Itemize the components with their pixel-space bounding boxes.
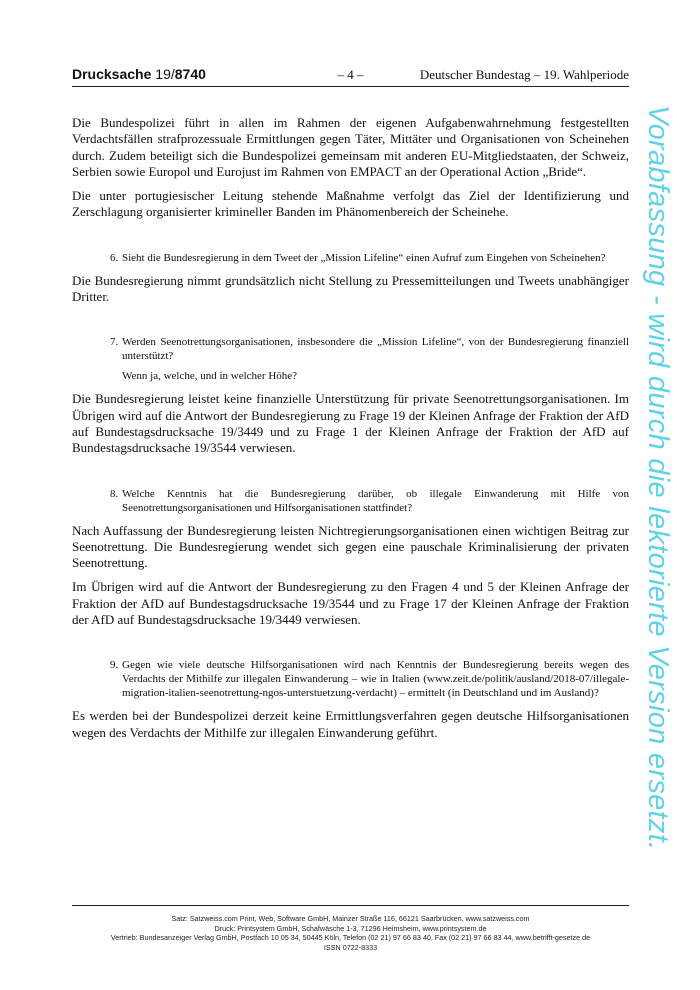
question-subtext: Wenn ja, welche, und in welcher Höhe? xyxy=(122,370,298,383)
answer-6: Die Bundesregierung nimmt grundsätzlich nicht Stellung zu Pressemitteilungen und Tweets unabhängiger Dritter. xyxy=(72,272,629,305)
footer-issn: ISSN 0722-8333 xyxy=(323,942,378,952)
question-9 xyxy=(72,658,629,700)
answer-8-part-2: Im Übrigen wird auf die Antwort der Bundesregierung zu den Fragen 4 und 5 der Kleinen Anfrage der Fraktion der AfD auf Bundestagsdrucksache 19/3544 und zu Frage 17 der Kleinen Anfrage der Fraktion der AfD auf Bundestagsdrucksache 19/3449 verwiesen. xyxy=(72,579,629,628)
answer-7: Die Bundesregierung leistet keine finanzielle Unterstützung für private Seenotrettungsorganisationen. Im Übrigen wird auf die Antwort der Bundesregierung zu Frage 19 der Kleinen Anfrage der Fraktion der AfD auf Bundestagsdrucksache 19/3449 und zu Frage 1 der Kleinen Anfrage der Fraktion der AfD auf Bundestagsdrucksache 19/3544 verwiesen. xyxy=(72,391,629,456)
question-number: 6. xyxy=(110,251,119,264)
answer-8-part-1: Nach Auffassung der Bundesregierung leisten Nichtregierungsorganisationen einen wichtigen Beitrag zur Seenotrettung. Die Bundesregierung wendet sich gegen eine pauschale Kriminalisierung der privaten Seenotrettung. xyxy=(72,522,629,571)
question-text: Werden Seenotrettungsorganisationen, insbesondere die „Mission Lifeline“, von der Bundesregierung finanziell unterstützt? xyxy=(122,336,629,363)
footer-printing: Druck: Printsystem GmbH, Schafwäsche 1-3, 71296 Heimsheim, www.printsystem.de xyxy=(214,923,487,933)
question-text: Welche Kenntnis hat die Bundesregierung darüber, ob illegale Einwanderung mit Hilfe von Seenotrettungsorganisationen und Hilfsorganisationen stattfindet? xyxy=(122,487,629,514)
watermark-text: Vorabfassung - wird durch die lektorierte Version ersetzt. xyxy=(642,105,674,851)
question-number: 8. xyxy=(110,487,119,500)
question-text: Sieht die Bundesregierung in dem Tweet der „Mission Lifeline“ einen Aufruf zum Eingehen von Scheinehen? xyxy=(122,251,606,264)
question-8 xyxy=(72,487,629,515)
question-7 xyxy=(72,335,629,383)
answer-9: Es werden bei der Bundespolizei derzeit keine Ermittlungsverfahren gegen deutsche Hilfsorganisationen wegen des Verdachts der Mithilfe zur illegalen Einwanderung geführt. xyxy=(72,708,629,740)
question-text: Gegen wie viele deutsche Hilfsorganisationen wird nach Kenntnis der Bundesregierung bereits wegen des Verdachts der Mithilfe zur illegalen Einwanderung – wie in Italien (www.zeit.de/politik/ausland/2018-07/illegale-migration-italien-seenotrettung-ngos-unterstuetzung-verdacht) – ermittelt (in Deutschland und im Ausland)? xyxy=(122,659,629,700)
draft-watermark xyxy=(610,105,690,905)
question-number: 9. xyxy=(110,659,119,672)
footer-distribution: Vertrieb: Bundesanzeiger Verlag GmbH, Postfach 10 05 34, 50445 Köln, Telefon (02 21) 97 66 83 40, Fax (02 21) 97 66 83 44, www.betrifft-gesetze.de xyxy=(110,933,591,942)
footer-typesetting: Satz: Satzweiss.com Print, Web, Software GmbH, Mainzer Straße 116, 66121 Saarbrücken, www.satzweiss.com xyxy=(171,914,530,923)
parliament-period: Deutscher Bundestag – 19. Wahlperiode xyxy=(419,67,629,82)
page-body xyxy=(72,115,629,749)
doc-label: Drucksache xyxy=(72,66,152,82)
doc-number: 8740 xyxy=(174,66,206,82)
question-6 xyxy=(72,251,629,265)
answer-paragraph-2: Die unter portugiesischer Leitung stehende Maßnahme verfolgt das Ziel der Identifizierung und Zerschlagung organisierter krimineller Banden im Phänomenbereich der Scheinehe. xyxy=(72,188,629,220)
page-header xyxy=(72,66,629,87)
answer-paragraph-1: Die Bundespolizei führt in allen im Rahmen der eigenen Aufgabenwahrnehmung festgestellten Verdachtsfällen strafprozessuale Ermittlungen gegen Täter, Mittäter und Organisationen von Scheinehen durch. Zudem beteiligt sich die Bundespolizei gemeinsam mit anderen EU-Mitgliedstaaten, der Schweiz, Serbien sowie Europol und Eurojust im Rahmen von EMPACT an der Operational Action „Bride“. xyxy=(72,115,629,179)
question-number: 7. xyxy=(110,336,119,349)
doc-period: 19/ xyxy=(155,66,175,82)
page-number: – 4 – xyxy=(337,67,364,82)
page-footer xyxy=(72,905,629,952)
